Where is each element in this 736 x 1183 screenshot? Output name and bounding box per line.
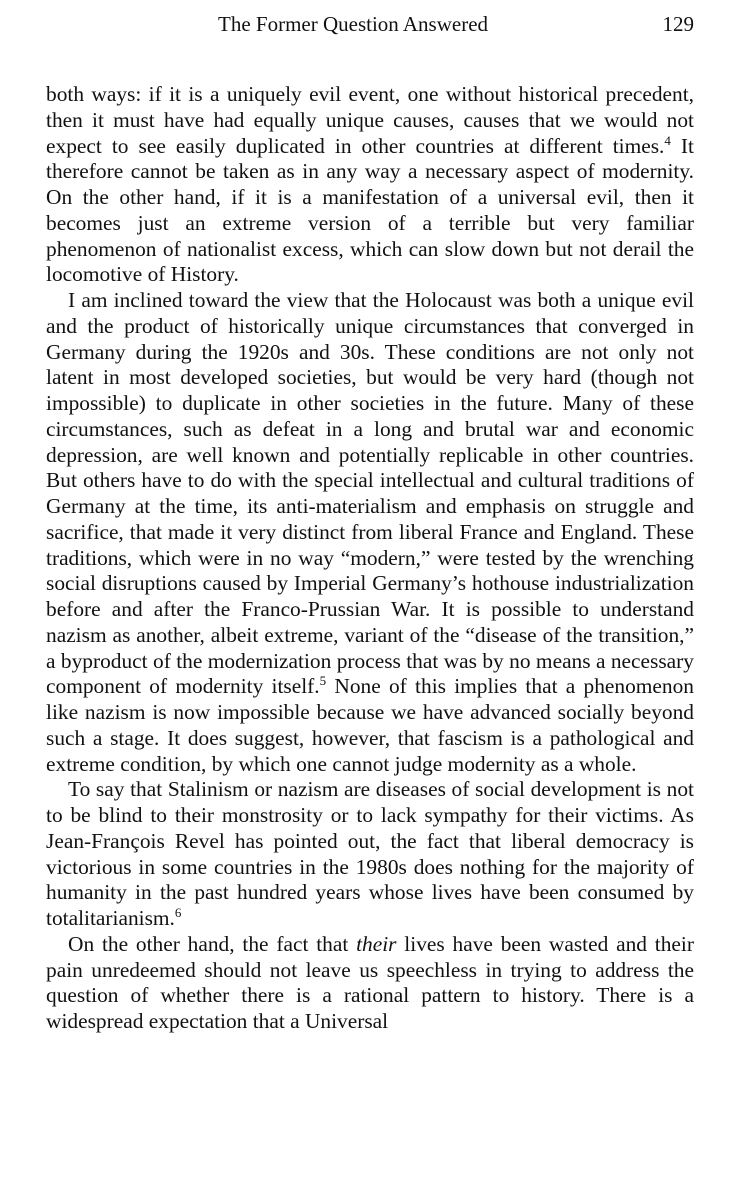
running-head (46, 0, 694, 50)
text-run: both ways: if it is a uniquely evil event, one without historical precedent, then it must have had equally unique causes, causes that we would not expect to see easily duplicated in other countries at different times. (46, 82, 694, 158)
footnote-marker: 6 (174, 905, 182, 920)
running-title: The Former Question Answered (218, 12, 489, 36)
text-run: None of this implies that a phenomenon like nazism is now impossible because we have advanced socially beyond such a stage. It does suggest, however, that fascism is a pathological and extreme condition, by which one cannot judge modernity as a whole. (46, 674, 694, 776)
text-run: It therefore cannot be taken as in any way a necessary aspect of modernity. On the other hand, if it is a manifestation of a universal evil, then it becomes just an extreme version of a terrible but very familiar phenomenon of nationalist excess, which can slow down but not derail the locomotive of History. (46, 133, 694, 287)
page-number: 129 (662, 12, 694, 36)
paragraph (46, 777, 694, 932)
footnote-marker: 5 (319, 673, 327, 689)
text-run: To say that Stalinism or nazism are diseases of social development is not to be blind to their monstrosity or to lack sympathy for their victims. As Jean-François Revel has pointed out, the fact that liberal democracy is victorious in some countries in the 1980s does nothing for the majority of humanity in the past hundred years whose lives have been consumed by totalitarianism. (46, 777, 694, 930)
text-run: On the other hand, the fact that (68, 931, 357, 956)
paragraph (46, 932, 694, 1035)
body-text (46, 82, 694, 1035)
book-page (46, 0, 694, 1035)
footnote-marker: 4 (664, 132, 671, 148)
emphasized-text: their (356, 931, 397, 956)
text-run: I am inclined toward the view that the Holocaust was both a unique evil and the product of historically unique circumstances that converged in Germany during the 1920s and 30s. These conditions are not only not latent in most developed societies, but would be very hard (though not impossible) to duplicate in other societies in the future. Many of these circumstances, such as defeat in a long and brutal war and economic depression, are well known and potentially replicable in other countries. But others have to do with the special intellectual and cultural traditions of Germany at the time, its anti-materialism and emphasis on struggle and sacrifice, that made it very distinct from liberal France and England. These traditions, which were in no way “modern,” were tested by the wrenching social disruptions caused by Imperial Germany’s hothouse industrialization before and after the Franco-Prussian War. It is possible to understand nazism as another, albeit extreme, variant of the “disease of the transition,” a byproduct of the modernization process that was by no means a necessary component of modernity itself. (46, 288, 694, 699)
text-run: lives have been wasted and their pain unredeemed should not leave us speechless in trying to address the question of whether there is a rational pattern to history. There is a widespread expectation that a Universal (46, 931, 694, 1033)
paragraph (46, 82, 694, 288)
paragraph (46, 288, 694, 777)
